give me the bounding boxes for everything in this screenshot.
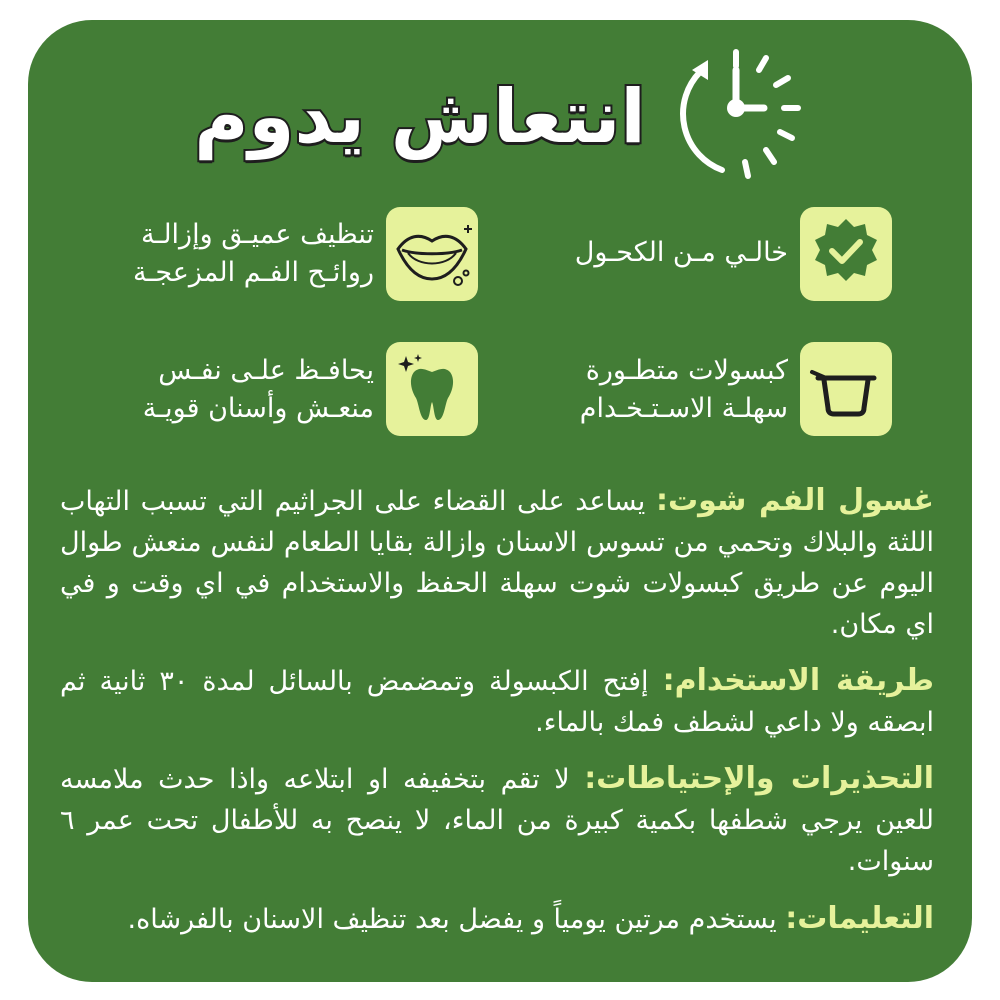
section-heading: طريقة الاستخدام:	[662, 663, 934, 698]
section-body: لا تقم بتخفيفه او ابتلاعه واذا حدث ملامسه للعين يرجي شطفها بكمية كبيرة من الماء، لا ينصح به للأطفال تحت عمر ٦ سنوات.	[60, 764, 934, 877]
clock-icon	[662, 44, 810, 184]
headline-title: انتعاش يدوم	[194, 74, 646, 160]
feature-text-deep-clean: تنظيف عميـق وإزالـة روائـح الفـم المزعجـة	[132, 219, 374, 288]
check-badge-icon	[800, 207, 892, 301]
section-heading: التعليمات:	[785, 901, 934, 936]
capsule-cup-icon	[800, 342, 892, 436]
feature-icon-box	[800, 207, 892, 301]
section-warnings	[60, 758, 934, 882]
section-heading: غسول الفم شوت:	[655, 483, 934, 518]
sparkling-tooth-icon	[386, 342, 478, 436]
feature-text-fresh-breath: يحافـظ علـى نفـس منعـش وأسنان قويـة	[142, 355, 374, 424]
section-about	[60, 480, 934, 645]
feature-icon-box	[386, 342, 478, 436]
feature-icon-box	[800, 342, 892, 436]
lips-icon	[386, 207, 478, 301]
feature-text-alcohol-free: خالـي مـن الكحـول	[574, 237, 788, 268]
section-body: إفتح الكبسولة وتمضمض بالسائل لمدة ٣٠ ثانية ثم ابصقه ولا داعي لشطف فمك بالماء.	[60, 666, 934, 738]
section-heading: التحذيرات والإحتياطات:	[584, 761, 934, 796]
feature-text-capsules: كبسولات متطـورة سهلـة الاسـتـخـدام	[579, 355, 788, 424]
section-usage	[60, 660, 934, 743]
section-instructions	[60, 898, 934, 940]
section-body: يستخدم مرتين يومياً و يفضل بعد تنظيف الاسنان بالفرشاه.	[127, 904, 786, 935]
section-body: يساعد على القضاء على الجراثيم التي تسبب التهاب اللثة والبلاك وتحمي من تسوس الاسنان وازالة بقايا الطعام لنفس منعش طوال اليوم عن طريق كبسولات شوت سهلة الحفظ والاستخدام في اي وقت و في اي مكان.	[60, 486, 934, 640]
feature-icon-box	[386, 207, 478, 301]
